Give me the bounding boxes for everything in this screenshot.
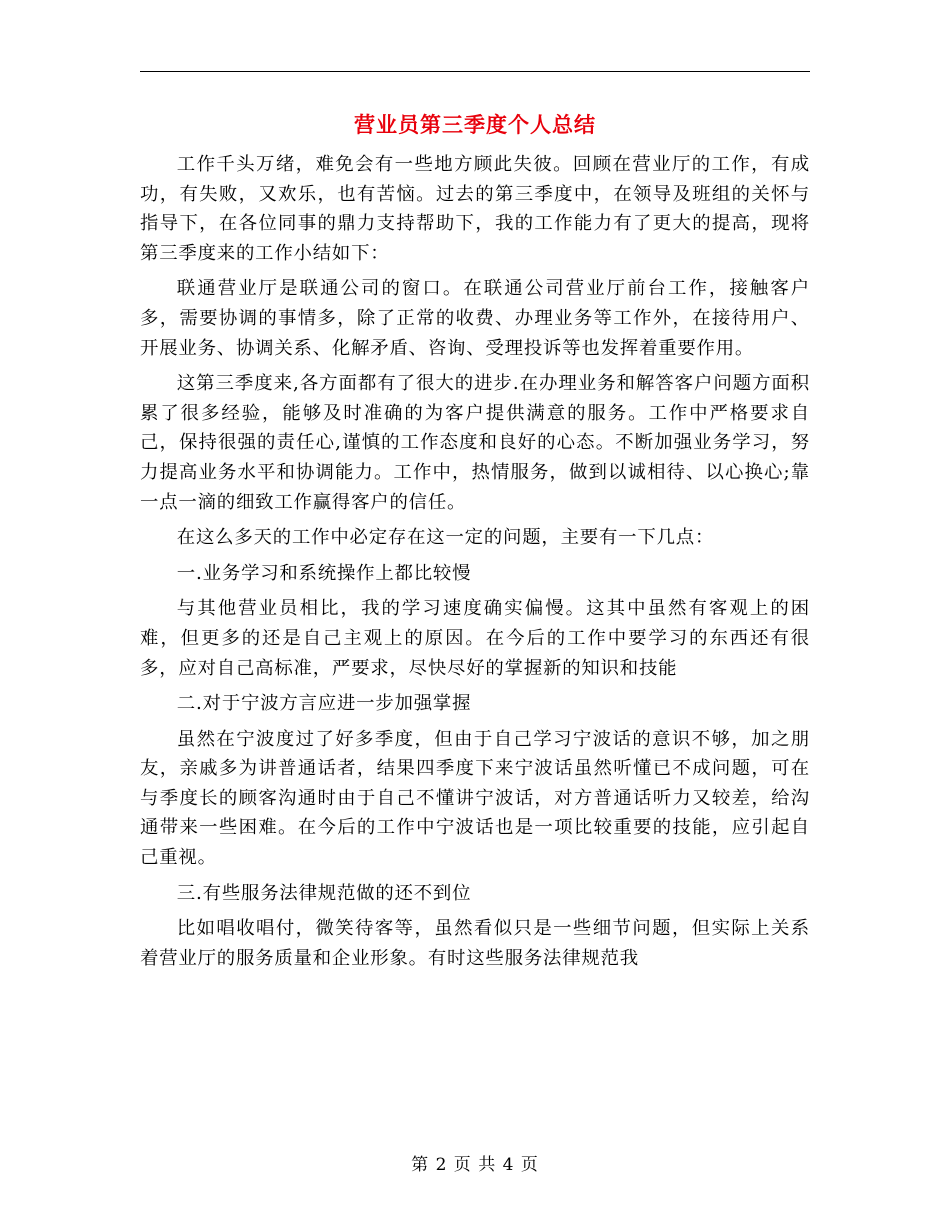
header-rule bbox=[140, 71, 810, 72]
paragraph-intro: 工作千头万绪，难免会有一些地方顾此失彼。回顾在营业厅的工作，有成功，有失败，又欢乐，也有苦恼。过去的第三季度中，在领导及班组的关怀与指导下，在各位同事的鼎力支持帮助下，我的工作能力有了更大的提高，现将第三季度来的工作小结如下： bbox=[140, 154, 810, 264]
page-number-footer: 第 2 页 共 4 页 bbox=[411, 1155, 539, 1175]
heading-problem-2: 二.对于宁波方言应进一步加强掌握 bbox=[176, 693, 472, 715]
paragraph-problem-1: 与其他营业员相比，我的学习速度确实偏慢。这其中虽然有客观上的困难，但更多的还是自己主观上的原因。在今后的工作中要学习的东西还有很多，应对自己高标准，严要求，尽快尽好的掌握新的知识和技能 bbox=[140, 598, 810, 679]
heading-problem-3: 三.有些服务法律规范做的还不到位 bbox=[176, 882, 472, 904]
heading-problem-1: 一.业务学习和系统操作上都比较慢 bbox=[176, 562, 472, 584]
paragraph-problem-3: 比如唱收唱付，微笑待客等，虽然看似只是一些细节问题，但实际上关系着营业厅的服务质量和企业形象。有时这些服务法律规范我 bbox=[140, 918, 810, 969]
paragraph-unicom-hall: 联通营业厅是联通公司的窗口。在联通公司营业厅前台工作，接触客户多，需要协调的事情多，除了正常的收费、办理业务等工作外，在接待用户、开展业务、协调关系、化解矛盾、咨询、受理投诉等也发挥着重要作用。 bbox=[140, 278, 810, 359]
paragraph-problems-intro: 在这么多天的工作中必定存在这一定的问题，主要有一下几点： bbox=[176, 527, 715, 549]
document-body bbox=[140, 150, 810, 979]
paragraph-progress: 这第三季度来,各方面都有了很大的进步.在办理业务和解答客户问题方面积累了很多经验，能够及时准确的为客户提供满意的服务。工作中严格要求自己，保持很强的责任心,谨慎的工作态度和良好的心态。不断加强业务学习，努力提高业务水平和协调能力。工作中，热情服务，做到以诚相待、以心换心;靠一点一滴的细致工作赢得客户的信任。 bbox=[140, 373, 810, 513]
paragraph-problem-2: 虽然在宁波度过了好多季度，但由于自己学习宁波话的意识不够，加之朋友，亲戚多为讲普通话者，结果四季度下来宁波话虽然听懂已不成问题，可在与季度长的顾客沟通时由于自己不懂讲宁波话，对方普通话听力又较差，给沟通带来一些困难。在今后的工作中宁波话也是一项比较重要的技能，应引起自己重视。 bbox=[140, 728, 810, 869]
document-title: 营业员第三季度个人总结 bbox=[354, 112, 596, 137]
